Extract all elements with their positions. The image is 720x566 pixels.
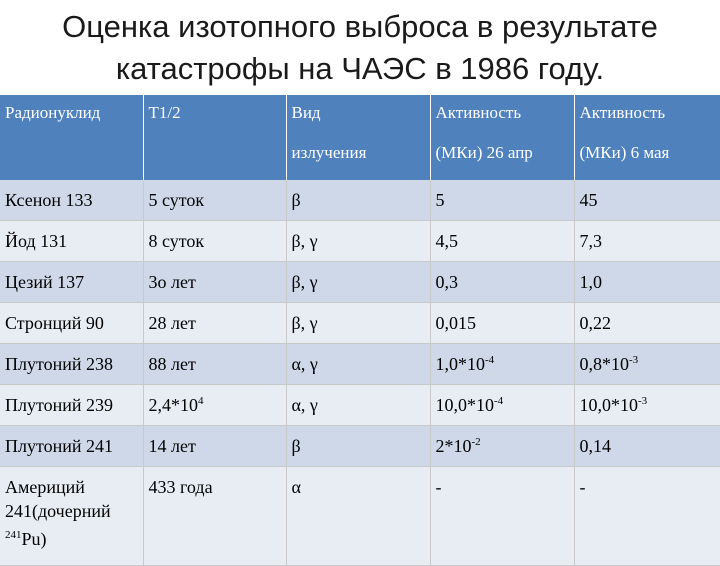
cell-nuclide	[0, 303, 143, 344]
cell-activity-may6	[574, 344, 720, 385]
title-line-1: Оценка изотопного выброса в результате	[62, 9, 658, 44]
exponent: 4	[198, 394, 204, 407]
cell-radiation	[286, 303, 430, 344]
cell-radiation	[286, 262, 430, 303]
half-life-value: 3о лет	[148, 271, 196, 292]
slide-title	[0, 0, 720, 92]
cell-radiation	[286, 221, 430, 262]
cell-nuclide	[0, 180, 143, 221]
radiation-value: α	[291, 477, 301, 497]
cell-activity-apr26	[430, 221, 574, 262]
header-nuclide	[0, 95, 143, 180]
cell-radiation	[286, 426, 430, 467]
table-row	[0, 303, 720, 344]
nuclide-name-line-1: Америций	[5, 477, 85, 497]
exponent: -3	[638, 394, 648, 407]
cell-half-life	[143, 426, 286, 467]
table-body	[0, 180, 720, 566]
cell-activity-may6	[574, 385, 720, 426]
nuclide-value: Йод 131	[5, 230, 68, 251]
half-life-value: 88 лет	[148, 353, 196, 374]
table-row	[0, 221, 720, 262]
nuclide-value: Плутоний 238	[5, 353, 114, 374]
activity-may6-value: -	[579, 477, 586, 497]
table-row	[0, 385, 720, 426]
half-life-value: 14 лет	[148, 435, 196, 456]
cell-nuclide	[0, 262, 143, 303]
nuclide-value: Плутоний 241	[5, 435, 114, 456]
cell-half-life	[143, 385, 286, 426]
cell-half-life	[143, 303, 286, 344]
activity-apr26-value: 0,3	[435, 271, 458, 292]
half-life-value: 433 года	[148, 477, 213, 497]
cell-radiation	[286, 180, 430, 221]
exponent: -4	[494, 394, 504, 407]
header-activity-may6-label-1: Активность	[579, 103, 666, 122]
exponent: -4	[485, 353, 495, 366]
nuclide-value: Цезий 137	[5, 271, 85, 292]
activity-may6-value: 1,0	[579, 271, 602, 292]
nuclide-name-line-3: Pu)	[21, 529, 47, 549]
activity-apr26-value: 4,5	[435, 230, 458, 251]
radiation-value: β	[291, 189, 301, 210]
header-activity-apr26-label-2: (МКи) 26 апр	[435, 143, 533, 162]
table-row-americium	[0, 467, 720, 566]
activity-apr26-value: 0,015	[435, 312, 476, 333]
header-radiation-label-2: излучения	[291, 143, 367, 162]
radiation-value: α, γ	[291, 353, 318, 374]
nuclide-mass-number: 241	[5, 529, 22, 541]
table-row	[0, 180, 720, 221]
exponent: -3	[629, 353, 639, 366]
table-header	[0, 95, 720, 180]
cell-nuclide	[0, 344, 143, 385]
half-life-value: 28 лет	[148, 312, 196, 333]
cell-nuclide	[0, 385, 143, 426]
cell-nuclide	[0, 426, 143, 467]
cell-radiation	[286, 344, 430, 385]
nuclide-value: Стронций 90	[5, 312, 104, 333]
cell-half-life	[143, 467, 286, 566]
title-line-2: катастрофы на ЧАЭС в 1986 году.	[115, 51, 605, 86]
radiation-value: β, γ	[291, 312, 318, 333]
radiation-value: β, γ	[291, 271, 318, 292]
cell-activity-apr26	[430, 303, 574, 344]
cell-activity-may6	[574, 426, 720, 467]
isotope-table	[0, 95, 720, 566]
cell-activity-may6	[574, 262, 720, 303]
header-half-life	[143, 95, 286, 180]
activity-apr26-value: 2*10	[435, 435, 472, 456]
cell-activity-apr26	[430, 467, 574, 566]
activity-may6-value: 7,3	[579, 230, 602, 251]
header-activity-may6-label-2: (МКи) 6 мая	[579, 143, 670, 162]
cell-half-life	[143, 262, 286, 303]
radiation-value: α, γ	[291, 394, 318, 415]
nuclide-value: Ксенон 133	[5, 189, 93, 210]
cell-half-life	[143, 221, 286, 262]
nuclide-name-line-2: 241(дочерний	[5, 501, 111, 521]
cell-half-life	[143, 344, 286, 385]
half-life-value: 2,4*10	[148, 394, 198, 415]
table-row	[0, 426, 720, 467]
exponent: -2	[471, 435, 481, 448]
cell-activity-may6	[574, 221, 720, 262]
half-life-value: 5 суток	[148, 189, 205, 210]
radiation-value: β, γ	[291, 230, 318, 251]
cell-activity-apr26	[430, 262, 574, 303]
header-nuclide-label: Радионуклид	[5, 103, 101, 122]
header-half-life-label: Т1/2	[148, 103, 181, 122]
cell-activity-apr26	[430, 426, 574, 467]
cell-radiation	[286, 467, 430, 566]
activity-apr26-value: 5	[435, 189, 445, 210]
cell-nuclide	[0, 221, 143, 262]
activity-may6-value: 45	[579, 189, 598, 210]
half-life-value: 8 суток	[148, 230, 205, 251]
cell-radiation	[286, 385, 430, 426]
activity-may6-value: 0,22	[579, 312, 611, 333]
header-row	[0, 95, 720, 180]
cell-activity-may6	[574, 303, 720, 344]
cell-half-life	[143, 180, 286, 221]
cell-activity-apr26	[430, 385, 574, 426]
header-activity-may6	[574, 95, 720, 180]
activity-may6-value: 0,14	[579, 435, 611, 456]
cell-activity-may6	[574, 180, 720, 221]
activity-may6-value: 0,8*10	[579, 353, 629, 374]
activity-apr26-value: -	[435, 477, 442, 497]
header-activity-apr26-label-1: Активность	[435, 103, 522, 122]
activity-may6-value: 10,0*10	[579, 394, 638, 415]
cell-activity-apr26	[430, 180, 574, 221]
nuclide-value: Плутоний 239	[5, 394, 114, 415]
table-row	[0, 262, 720, 303]
activity-apr26-value: 10,0*10	[435, 394, 494, 415]
cell-nuclide	[0, 467, 143, 566]
table-row	[0, 344, 720, 385]
radiation-value: β	[291, 435, 301, 456]
cell-activity-may6	[574, 467, 720, 566]
activity-apr26-value: 1,0*10	[435, 353, 485, 374]
cell-activity-apr26	[430, 344, 574, 385]
header-radiation-label-1: Вид	[291, 103, 321, 122]
header-radiation-type	[286, 95, 430, 180]
header-activity-apr26	[430, 95, 574, 180]
